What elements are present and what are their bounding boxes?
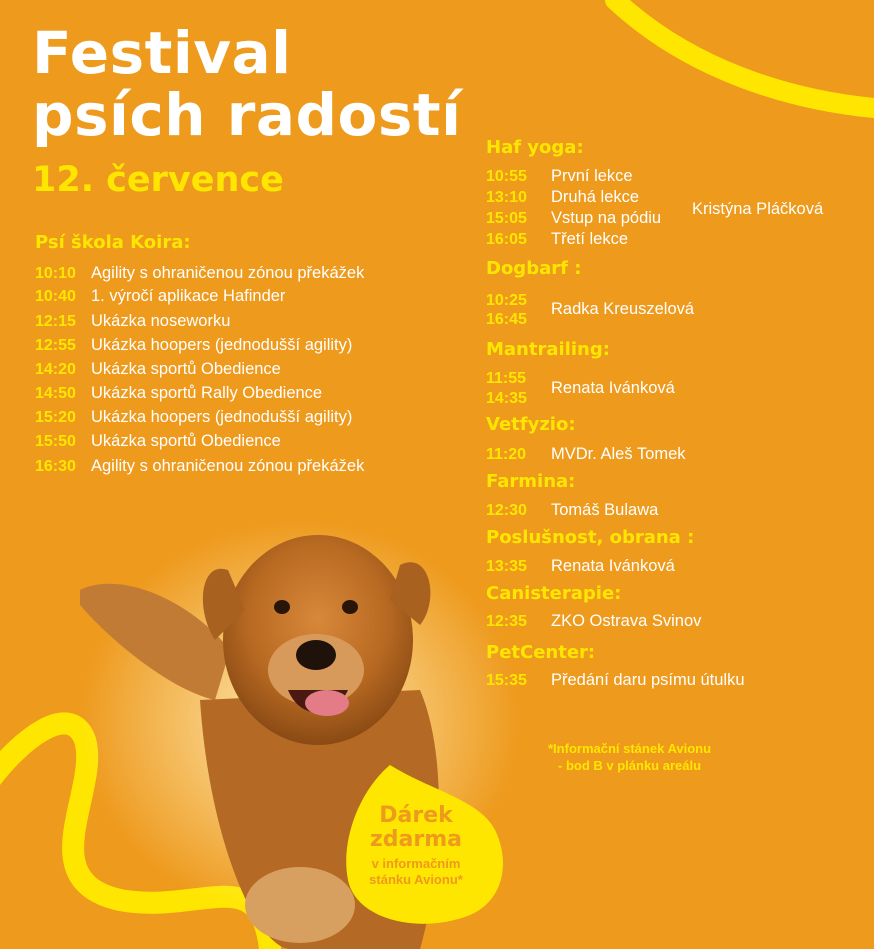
schedule-label: Ukázka sportů Obedience	[91, 360, 281, 378]
schedule-label: Druhá lekce	[551, 188, 640, 206]
badge-line-2: zdarma	[369, 827, 463, 852]
section-title-farmina: Farmina:	[486, 471, 576, 492]
schedule-label: Ukázka hoopers (jednodušší agility)	[91, 408, 353, 426]
host-name: Tomáš Bulawa	[551, 501, 659, 519]
schedule-time: 10:55	[486, 168, 527, 185]
schedule-time: 11:55	[486, 370, 527, 387]
host-name: Renata Ivánková	[551, 557, 675, 575]
schedule-time: 10:25	[486, 292, 527, 309]
schedule-label: 1. výročí aplikace Hafinder	[91, 287, 286, 305]
schedule-time: 14:20	[35, 361, 76, 378]
badge-line-1: Dárek	[379, 803, 453, 828]
schedule-time: 16:45	[486, 311, 527, 328]
schedule-time: 12:55	[35, 337, 76, 354]
schedule-time: 13:35	[486, 558, 527, 575]
schedule-time: 16:30	[35, 458, 76, 475]
schedule-time: 14:35	[486, 390, 527, 407]
host-name: Předání daru psímu útulku	[551, 671, 745, 689]
schedule-time: 15:35	[486, 672, 527, 689]
section-title-obrana: Poslušnost, obrana :	[486, 527, 695, 548]
section-title-haf-yoga: Haf yoga:	[486, 137, 584, 158]
info-note-line-2: - bod B v plánku areálu	[558, 758, 702, 773]
schedule-time: 12:15	[35, 313, 76, 330]
title-line-1: Festival	[32, 19, 292, 87]
schedule-time: 12:30	[486, 502, 527, 519]
schedule-label: První lekce	[551, 167, 633, 185]
schedule-time: 15:20	[35, 409, 76, 426]
gift-badge	[342, 804, 490, 888]
schedule-time: 10:10	[35, 265, 76, 282]
section-title-petcenter: PetCenter:	[486, 642, 596, 663]
schedule-time: 12:35	[486, 613, 527, 630]
host-name: Renata Ivánková	[551, 379, 675, 397]
schedule-time: 16:05	[486, 231, 527, 248]
schedule-time: 14:50	[35, 385, 76, 402]
schedule-label: Agility s ohraničenou zónou překážek	[91, 264, 365, 282]
host-name: Kristýna Pláčková	[692, 200, 824, 218]
schedule-label: Vstup na pódiu	[551, 209, 662, 227]
schedule-label: Ukázka noseworku	[91, 312, 231, 330]
schedule-time: 15:05	[486, 210, 527, 227]
ribbon-top-right	[615, 0, 874, 108]
page-title	[32, 19, 462, 149]
section-title-dogbarf: Dogbarf :	[486, 258, 582, 279]
schedule-time: 11:20	[486, 446, 527, 463]
host-name: ZKO Ostrava Svinov	[551, 612, 702, 630]
section-title-vetfyzio: Vetfyzio:	[486, 414, 576, 435]
badge-line-4: stánku Avionu*	[369, 872, 463, 887]
schedule-label: Agility s ohraničenou zónou překážek	[91, 457, 365, 475]
section-title-canisterapie: Canisterapie:	[486, 583, 622, 604]
title-line-2: psích radostí	[32, 81, 462, 149]
schedule-label: Ukázka hoopers (jednodušší agility)	[91, 336, 353, 354]
schedule-label: Třetí lekce	[551, 230, 629, 248]
event-date: 12. července	[32, 160, 284, 200]
host-name: Radka Kreuszelová	[551, 300, 695, 318]
schedule-label: Ukázka sportů Rally Obedience	[91, 384, 323, 402]
schedule-time: 15:50	[35, 433, 76, 450]
badge-line-3: v informačním	[371, 856, 461, 871]
info-note-line-1: *Informační stánek Avionu	[548, 741, 712, 756]
host-name: MVDr. Aleš Tomek	[551, 445, 686, 463]
schedule-time: 13:10	[486, 189, 527, 206]
section-title-mantrailing: Mantrailing:	[486, 339, 610, 360]
schedule-label: Ukázka sportů Obedience	[91, 432, 281, 450]
schedule-time: 10:40	[35, 288, 76, 305]
info-note	[548, 740, 711, 774]
section-title-school: Psí škola Koira:	[35, 232, 191, 253]
